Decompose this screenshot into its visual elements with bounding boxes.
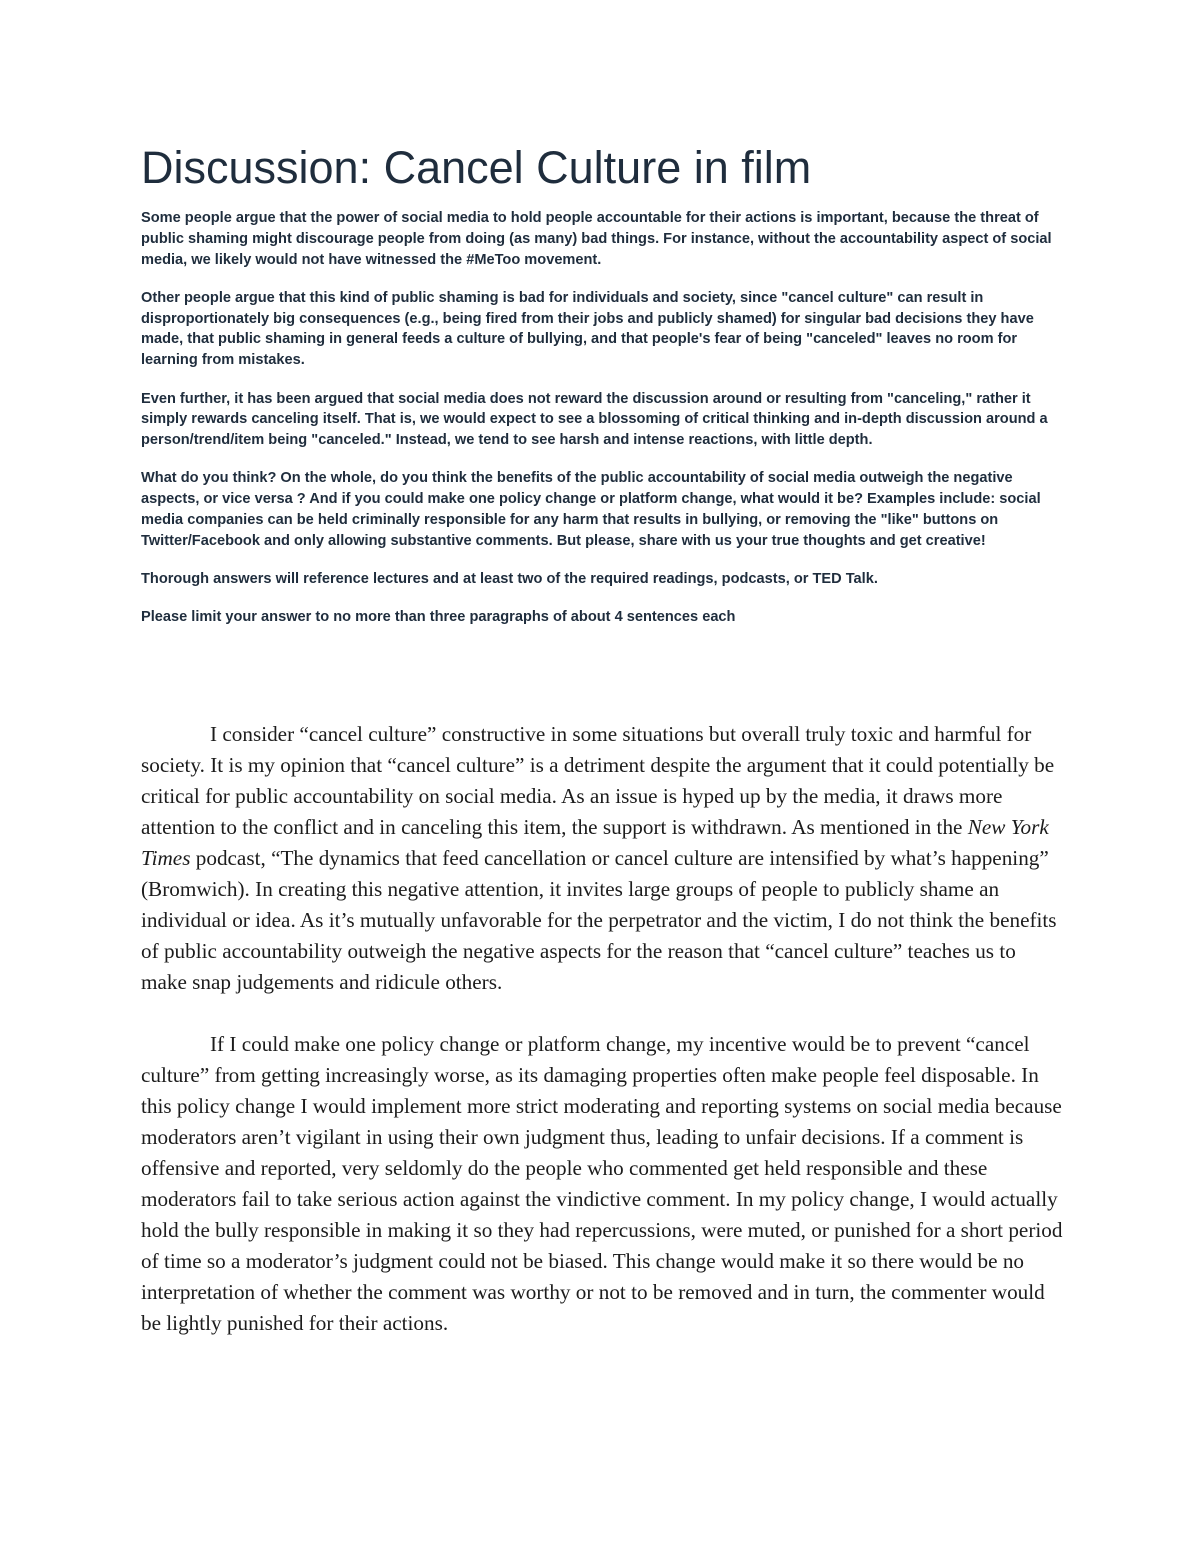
essay-paragraph-1 (141, 719, 1066, 998)
publication-title: New York Times (141, 815, 1049, 870)
essay-text: podcast, “The dynamics that feed cancellation or cancel culture are intensified by what’s happening” (Bromwich). In creating this negative attention, it invites large groups of people to publicly shame an individual or idea. As it’s mutually unfavorable for the perpetrator and the victim, I do not think the benefits of public accountability outweigh the negative aspects for the reason that “cancel culture” teaches us to make snap judgements and ridicule others. (141, 846, 1057, 994)
essay-paragraph-2: If I could make one policy change or platform change, my incentive would be to prevent “cancel culture” from getting increasingly worse, as its damaging properties often make people feel disposable. In this policy change I would implement more strict moderating and reporting systems on social media because moderators aren’t vigilant in using their own judgment thus, leading to unfair decisions. If a comment is offensive and reported, very seldomly do the people who commented get held responsible and these moderators fail to take serious action against the vindictive comment. In my policy change, I would actually hold the bully responsible in making it so they had repercussions, were muted, or punished for a short period of time so a moderator’s judgment could not be biased. This change would make it so there would be no interpretation of whether the comment was worthy or not to be removed and in turn, the commenter would be lightly punished for their actions. (141, 1032, 1063, 1335)
prompt-paragraph: Even further, it has been argued that social media does not reward the discussion around or resulting from "canceling," rather it simply rewards canceling itself. That is, we would expect to see a blossoming of critical thinking and in-depth discussion around a person/trend/item being "canceled." Instead, we tend to see harsh and intense reactions, with little depth. (141, 390, 1048, 449)
prompt-paragraph: Thorough answers will reference lectures and at least two of the required readings, podcasts, or TED Talk. (141, 571, 878, 588)
prompt-paragraph: Other people argue that this kind of public shaming is bad for individuals and society, since "cancel culture" can result in disproportionately big consequences (e.g., being fired from their jobs and publicly shamed) for singular bad decisions they have made, that public shaming in general feeds a culture of bullying, and that people's fear of being "canceled" leaves no room for learning from mistakes. (141, 289, 1034, 369)
essay-response (141, 719, 1066, 1370)
essay-text: I consider “cancel culture” constructive in some situations but overall truly toxic and harmful for society. It is my opinion that “cancel culture” is a detriment despite the argument that it could potentially be critical for public accountability on social media. As an issue is hyped up by the media, it draws more attention to the conflict and in canceling this item, the support is withdrawn. As mentioned in the (141, 722, 1055, 839)
prompt-paragraph: Please limit your answer to no more than three paragraphs of about 4 sentences each (141, 609, 736, 626)
discussion-prompt (141, 208, 1061, 646)
prompt-paragraph: What do you think? On the whole, do you think the benefits of the public accountability of social media outweigh the negative aspects, or vice versa ? And if you could make one policy change or platform change, what would it be? Examples include: social media companies can be held criminally responsible for any harm that results in bullying, or removing the "like" buttons on Twitter/Facebook and only allowing substantive comments. But please, share with us your true thoughts and get creative! (141, 470, 1041, 549)
prompt-paragraph: Some people argue that the power of social media to hold people accountable for their actions is important, because the threat of public shaming might discourage people from doing (as many) bad things. For instance, without the accountability aspect of social media, we likely would not have witnessed the #MeToo movement. (141, 210, 1052, 268)
page-title: Discussion: Cancel Culture in film (141, 142, 812, 193)
